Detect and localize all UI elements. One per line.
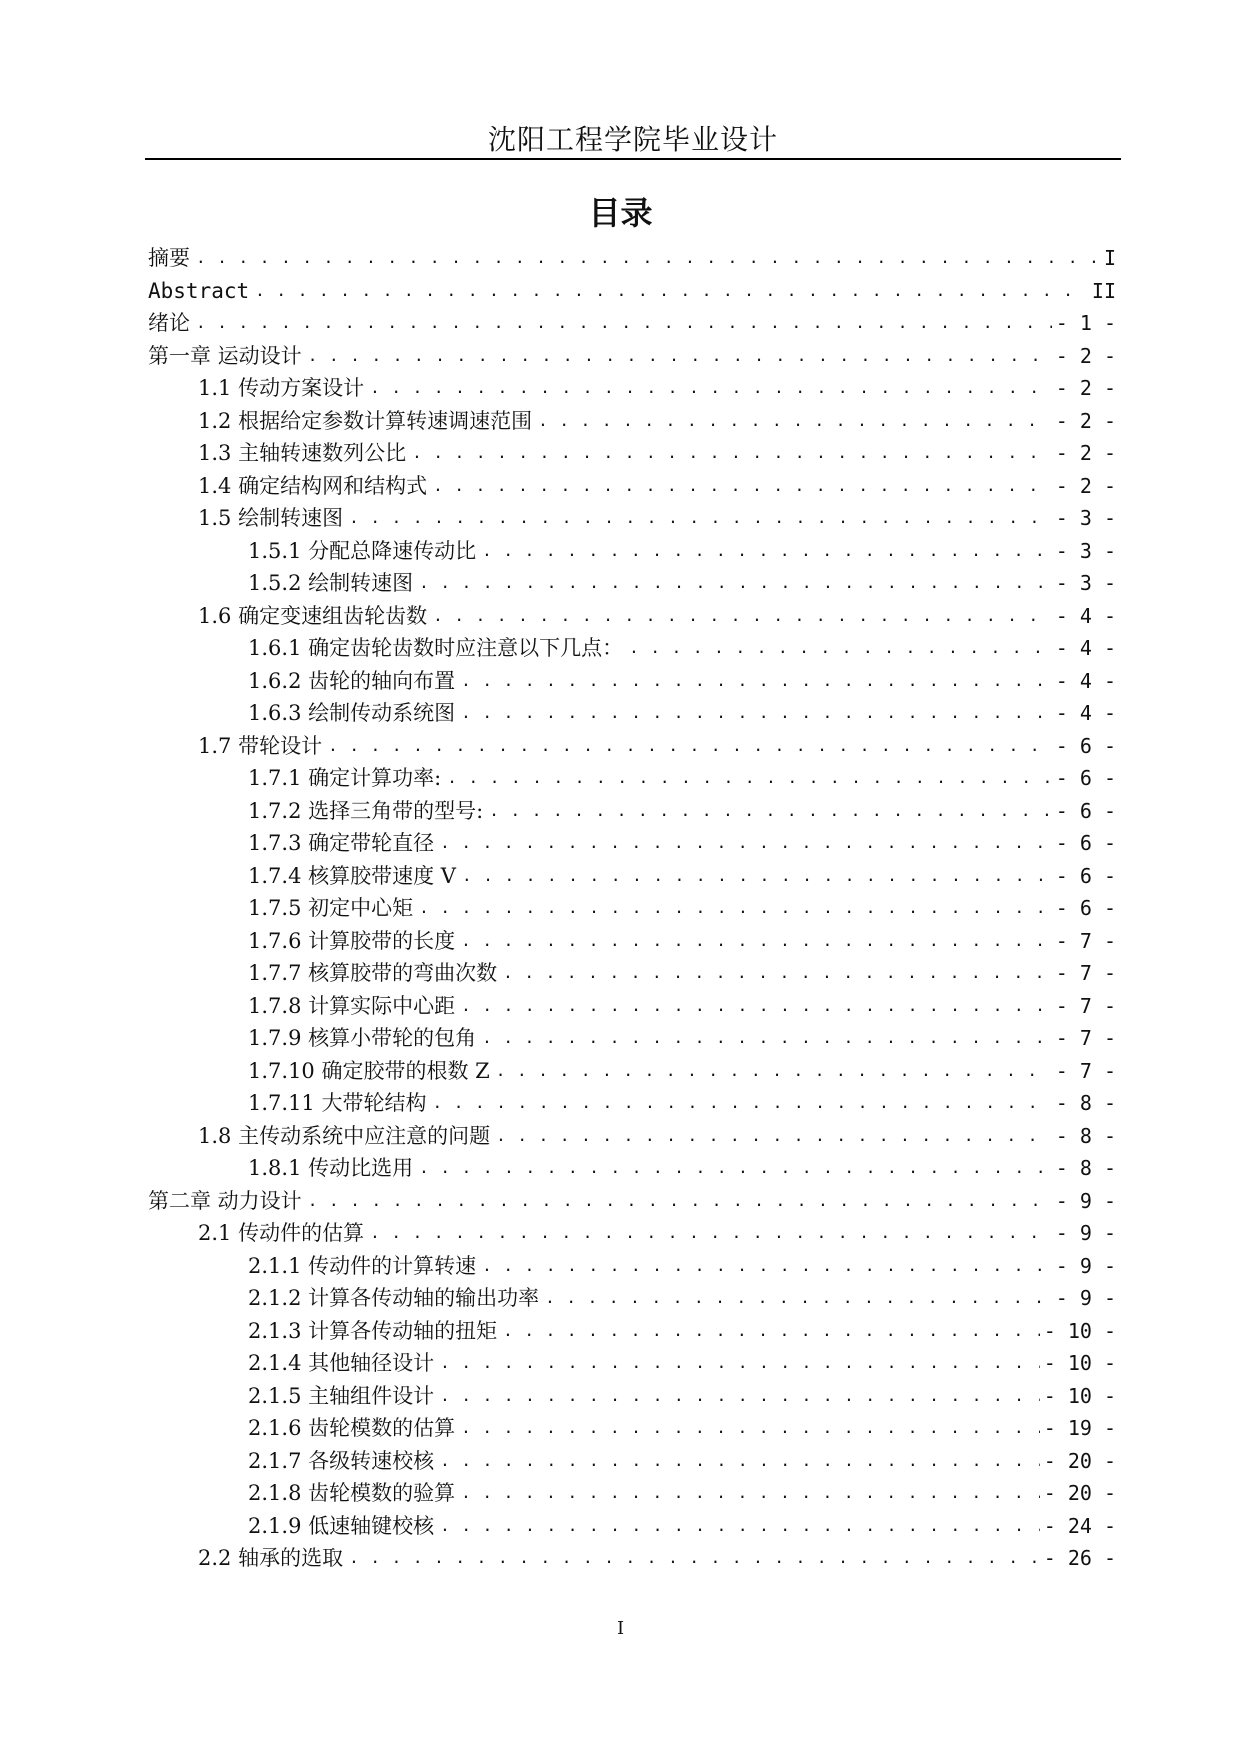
toc-dot-leader (349, 1542, 1040, 1575)
toc-entry[interactable] (148, 1055, 1116, 1088)
toc-entry[interactable] (148, 1250, 1116, 1283)
toc-dot-leader (440, 827, 1052, 860)
toc-dot-leader (370, 1217, 1052, 1250)
toc-dot-leader (419, 1152, 1052, 1185)
toc-entry-page: - 9 - (1055, 1253, 1116, 1278)
toc-dot-leader (482, 535, 1052, 568)
toc-entry[interactable] (148, 1445, 1116, 1478)
toc-entry[interactable] (148, 1315, 1116, 1348)
toc-entry-label: 2.1.3 计算各传动轴的扭矩 (248, 1318, 498, 1343)
toc-dot-leader (461, 1477, 1040, 1510)
toc-entry-label: 1.6.3 绘制传动系统图 (248, 701, 456, 725)
toc-entry-label: 1.7.7 核算胶带的弯曲次数 (248, 961, 498, 985)
toc-entry[interactable] (148, 1282, 1116, 1315)
toc-dot-leader (349, 502, 1052, 535)
toc-dot-leader (461, 665, 1052, 698)
toc-entry[interactable] (148, 632, 1116, 665)
toc-entry[interactable] (148, 307, 1116, 340)
toc-entry-page: - 19 - (1043, 1416, 1116, 1440)
toc-entry[interactable] (148, 372, 1116, 405)
toc-dot-leader (482, 1022, 1052, 1055)
toc-entry[interactable] (148, 1087, 1116, 1120)
toc-entry-label: 绪论 (148, 311, 190, 335)
toc-entry[interactable] (148, 242, 1116, 275)
toc-entry-page: - 9 - (1055, 1286, 1116, 1310)
toc-entry[interactable] (148, 860, 1116, 893)
toc-entry-label: 1.6.2 齿轮的轴向布置 (248, 668, 456, 693)
toc-entry[interactable] (148, 1185, 1116, 1218)
toc-entry-label: 1.5.2 绘制转速图 (248, 571, 414, 595)
toc-dot-leader (419, 567, 1052, 600)
toc-entry-label: 2.1.1 传动件的计算转速 (248, 1253, 477, 1278)
toc-entry-page: - 6 - (1055, 733, 1116, 758)
toc-dot-leader (419, 892, 1052, 925)
toc-entry-page: - 8 - (1055, 1091, 1116, 1115)
toc-entry[interactable] (148, 762, 1116, 795)
toc-entry[interactable] (148, 697, 1116, 730)
toc-entry[interactable] (148, 827, 1116, 860)
toc-entry-page: - 4 - (1055, 603, 1116, 628)
toc-entry-page: - 4 - (1055, 668, 1116, 693)
toc-dot-leader (629, 632, 1052, 665)
toc-dot-leader (482, 1250, 1052, 1283)
toc-entry-label: 1.8 主传动系统中应注意的问题 (198, 1123, 491, 1148)
toc-entry-page: - 3 - (1055, 571, 1116, 595)
toc-entry-label: 1.7 带轮设计 (198, 733, 323, 758)
toc-entry-page: - 9 - (1055, 1221, 1116, 1245)
toc-entry-label: 1.7.3 确定带轮直径 (248, 831, 435, 855)
toc-entry-label: 2.1.6 齿轮模数的估算 (248, 1416, 456, 1440)
toc-entry-label: 2.1.4 其他轴径设计 (248, 1351, 435, 1375)
toc-entry[interactable] (148, 1412, 1116, 1445)
toc-entry-label: 1.4 确定结构网和结构式 (198, 473, 428, 498)
toc-entry[interactable] (148, 1542, 1116, 1575)
header-rule (145, 158, 1121, 160)
toc-entry-page: - 4 - (1055, 701, 1116, 725)
toc-entry-label: 1.8.1 传动比选用 (248, 1156, 414, 1180)
toc-entry-label: 1.7.10 确定胶带的根数 Z (248, 1058, 490, 1083)
toc-dot-leader (461, 925, 1052, 958)
toc-entry[interactable] (148, 1120, 1116, 1153)
toc-entry-page: - 2 - (1055, 343, 1116, 368)
toc-entry-page: - 3 - (1055, 506, 1116, 530)
toc-dot-leader (461, 1412, 1040, 1445)
toc-entry-page: - 8 - (1055, 1156, 1116, 1180)
toc-entry-page: - 7 - (1055, 993, 1116, 1018)
toc-entry-label: 1.7.6 计算胶带的长度 (248, 928, 456, 953)
toc-entry-label: 摘要 (148, 246, 190, 270)
toc-entry-page: - 2 - (1055, 376, 1116, 400)
toc-entry[interactable] (148, 1152, 1116, 1185)
toc-entry[interactable] (148, 1380, 1116, 1413)
toc-entry-label: 1.7.9 核算小带轮的包角 (248, 1026, 477, 1050)
toc-entry[interactable] (148, 957, 1116, 990)
toc-entry[interactable] (148, 1347, 1116, 1380)
toc-entry[interactable] (148, 600, 1116, 633)
toc-entry-label: 1.7.5 初定中心矩 (248, 896, 414, 920)
toc-entry[interactable] (148, 502, 1116, 535)
toc-title: 目录 (588, 194, 653, 232)
toc-dot-leader (538, 405, 1052, 438)
toc-entry-label: 1.2 根据给定参数计算转速调速范围 (198, 408, 533, 433)
toc-entry-label: 1.6.1 确定齿轮齿数时应注意以下几点： (248, 636, 624, 660)
toc-dot-leader (503, 957, 1052, 990)
toc-entry[interactable] (148, 990, 1116, 1023)
toc-dot-leader (440, 1510, 1040, 1543)
toc-entry-page: - 1 - (1055, 311, 1116, 335)
running-header: 沈阳工程学院毕业设计 (487, 123, 778, 156)
toc-entry-label: 2.1.2 计算各传动轴的输出功率 (248, 1286, 540, 1310)
page-number: I (616, 1618, 625, 1639)
toc-entry-page: - 6 - (1055, 896, 1116, 920)
toc-entry-page: - 6 - (1055, 863, 1116, 888)
toc-dot-leader (255, 275, 1088, 308)
toc-entry-page: - 4 - (1055, 636, 1116, 660)
toc-entry[interactable] (148, 730, 1116, 763)
toc-entry-page: - 3 - (1055, 538, 1116, 563)
table-of-contents (148, 242, 1116, 1575)
toc-dot-leader (461, 990, 1052, 1023)
toc-entry[interactable] (148, 1022, 1116, 1055)
toc-entry-page: - 10 - (1043, 1318, 1116, 1343)
toc-dot-leader (545, 1282, 1052, 1315)
toc-entry-page: - 10 - (1043, 1383, 1116, 1408)
toc-entry-label: 1.7.8 计算实际中心距 (248, 993, 456, 1018)
toc-entry-label: 1.7.2 选择三角带的型号: (248, 798, 484, 823)
toc-entry[interactable] (148, 1510, 1116, 1543)
toc-entry-page: - 7 - (1055, 1058, 1116, 1083)
toc-entry-label: 2.1.9 低速轴键校核 (248, 1513, 435, 1538)
toc-entry-page: - 7 - (1055, 928, 1116, 953)
toc-dot-leader (462, 860, 1052, 893)
toc-entry[interactable] (148, 275, 1116, 308)
toc-entry-page: I (1103, 246, 1116, 270)
toc-entry-page: - 2 - (1055, 408, 1116, 433)
toc-entry[interactable] (148, 665, 1116, 698)
toc-entry-page: - 7 - (1055, 961, 1116, 985)
toc-dot-leader (496, 1055, 1052, 1088)
toc-entry-page: II (1091, 278, 1116, 303)
toc-dot-leader (328, 730, 1052, 763)
toc-entry-page: - 6 - (1055, 798, 1116, 823)
toc-entry[interactable] (148, 925, 1116, 958)
toc-entry-label: 1.1 传动方案设计 (198, 376, 365, 400)
toc-entry[interactable] (148, 437, 1116, 470)
toc-dot-leader (461, 697, 1052, 730)
toc-entry[interactable] (148, 892, 1116, 925)
toc-entry[interactable] (148, 405, 1116, 438)
toc-entry[interactable] (148, 795, 1116, 828)
toc-entry-label: 1.3 主轴转速数列公比 (198, 441, 407, 465)
toc-entry-label: 1.7.1 确定计算功率: (248, 766, 442, 790)
toc-dot-leader (433, 600, 1052, 633)
toc-dot-leader (308, 340, 1052, 373)
toc-entry-page: - 7 - (1055, 1026, 1116, 1050)
toc-dot-leader (440, 1347, 1040, 1380)
toc-entry-label: 2.1.8 齿轮模数的验算 (248, 1481, 456, 1505)
toc-entry-page: - 2 - (1055, 441, 1116, 465)
toc-entry-page: - 6 - (1055, 766, 1116, 790)
toc-dot-leader (496, 1120, 1052, 1153)
toc-entry-page: - 10 - (1043, 1351, 1116, 1375)
toc-dot-leader (196, 307, 1052, 340)
toc-entry-page: - 8 - (1055, 1123, 1116, 1148)
toc-entry-page: - 20 - (1043, 1448, 1116, 1473)
toc-dot-leader (440, 1445, 1040, 1478)
toc-entry-label: 2.1.7 各级转速校核 (248, 1448, 435, 1473)
toc-dot-leader (412, 437, 1052, 470)
toc-dot-leader (308, 1185, 1052, 1218)
toc-entry-label: 第二章 动力设计 (148, 1188, 302, 1213)
toc-dot-leader (440, 1380, 1040, 1413)
toc-entry-page: - 20 - (1043, 1481, 1116, 1505)
toc-entry-label: Abstract (148, 278, 250, 303)
toc-entry-page: - 24 - (1043, 1513, 1116, 1538)
toc-entry-label: 第一章 运动设计 (148, 343, 302, 368)
toc-entry-label: 1.7.4 核算胶带速度 V (248, 863, 456, 888)
toc-entry-label: 2.1.5 主轴组件设计 (248, 1383, 435, 1408)
toc-dot-leader (489, 795, 1052, 828)
toc-dot-leader (370, 372, 1052, 405)
toc-entry-page: - 9 - (1055, 1188, 1116, 1213)
toc-dot-leader (432, 1087, 1051, 1120)
toc-dot-leader (196, 242, 1100, 275)
toc-entry[interactable] (148, 1477, 1116, 1510)
toc-dot-leader (447, 762, 1052, 795)
toc-entry-page: - 2 - (1055, 473, 1116, 498)
toc-entry-page: - 26 - (1043, 1546, 1116, 1570)
toc-entry-label: 2.1 传动件的估算 (198, 1221, 365, 1245)
toc-entry[interactable] (148, 567, 1116, 600)
toc-entry-label: 1.7.11 大带轮结构 (248, 1091, 427, 1115)
toc-entry-label: 1.5.1 分配总降速传动比 (248, 538, 477, 563)
toc-entry[interactable] (148, 340, 1116, 373)
toc-dot-leader (433, 470, 1052, 503)
toc-entry-label: 1.5 绘制转速图 (198, 506, 344, 530)
toc-entry[interactable] (148, 535, 1116, 568)
toc-dot-leader (503, 1315, 1040, 1348)
toc-entry-page: - 6 - (1055, 831, 1116, 855)
toc-entry[interactable] (148, 470, 1116, 503)
toc-entry-label: 2.2 轴承的选取 (198, 1546, 344, 1570)
toc-entry-label: 1.6 确定变速组齿轮齿数 (198, 603, 428, 628)
toc-entry[interactable] (148, 1217, 1116, 1250)
